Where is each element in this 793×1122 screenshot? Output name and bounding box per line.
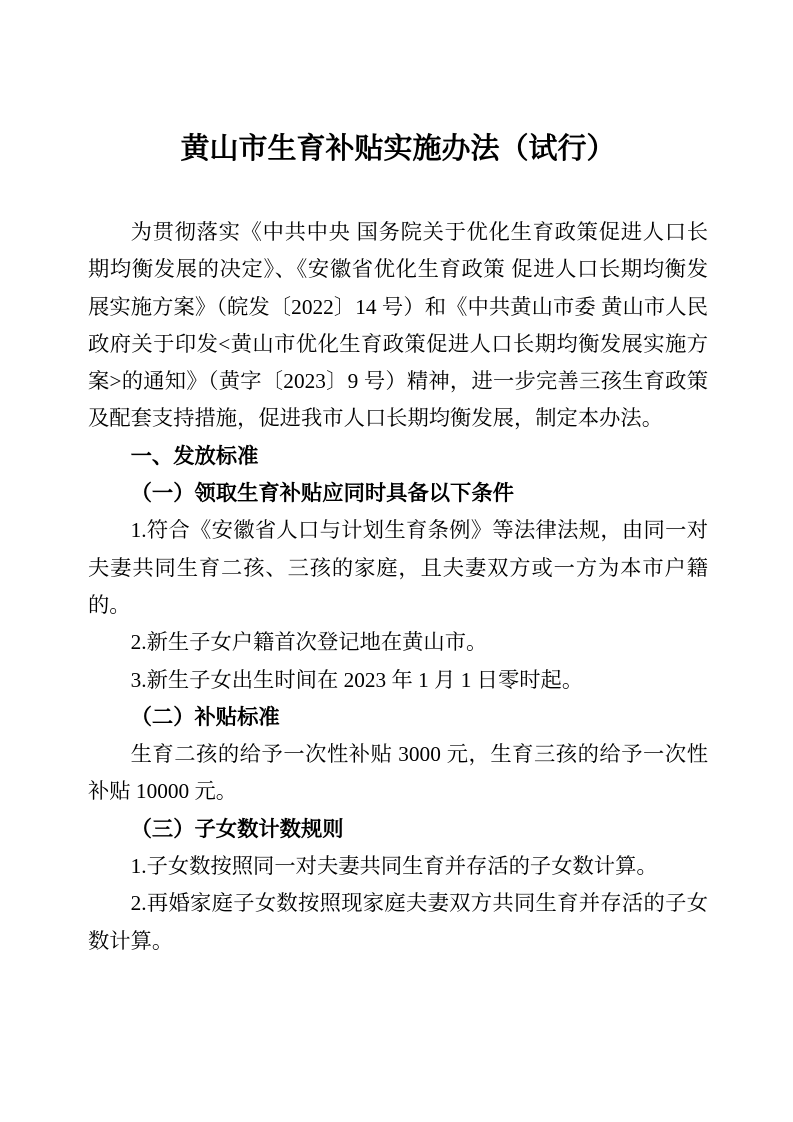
document-body xyxy=(88,214,708,960)
section-heading2: （二）补贴标准 xyxy=(130,704,280,729)
document-content xyxy=(88,131,708,960)
paragraph: 1.符合《安徽省人口与计划生育条例》等法律法规，由同一对夫妻共同生育二孩、三孩的家庭，且夫妻双方或一方为本市户籍的。 xyxy=(88,518,708,617)
paragraph: 2.新生子女户籍首次登记地在黄山市。 xyxy=(130,630,488,655)
paragraph: 3.新生子女出生时间在 2023 年 1 月 1 日零时起。 xyxy=(130,667,584,692)
document-title: 黄山市生育补贴实施办法（试行） xyxy=(180,133,616,165)
paragraph: 1.子女数按照同一对夫妻共同生育并存活的子女数计算。 xyxy=(130,854,658,879)
paragraph: 为贯彻落实《中共中央 国务院关于优化生育政策促进人口长期均衡发展的决定》、《安徽省优化生育政策 促进人口长期均衡发展实施方案》（皖发〔2022〕14 号）和《中共黄山市委 黄山市人民政府关于印发<黄山市优化生育政策促进人口长期均衡发展实施方案>的通知》（黄字〔2023〕9 号）精神，进一步完善三孩生育政策及配套支持措施，促进我市人口长期均衡发展，制定本办法。 xyxy=(88,220,708,431)
paragraph: 生育二孩的给予一次性补贴 3000 元，生育三孩的给予一次性补贴 10000 元。 xyxy=(88,742,708,804)
paragraph: 2.再婚家庭子女数按照现家庭夫妻双方共同生育并存活的子女数计算。 xyxy=(88,891,708,953)
section-heading2: （一）领取生育补贴应同时具备以下条件 xyxy=(130,481,514,506)
section-heading2: （三）子女数计数规则 xyxy=(130,816,344,841)
section-heading1: 一、发放标准 xyxy=(130,443,259,468)
